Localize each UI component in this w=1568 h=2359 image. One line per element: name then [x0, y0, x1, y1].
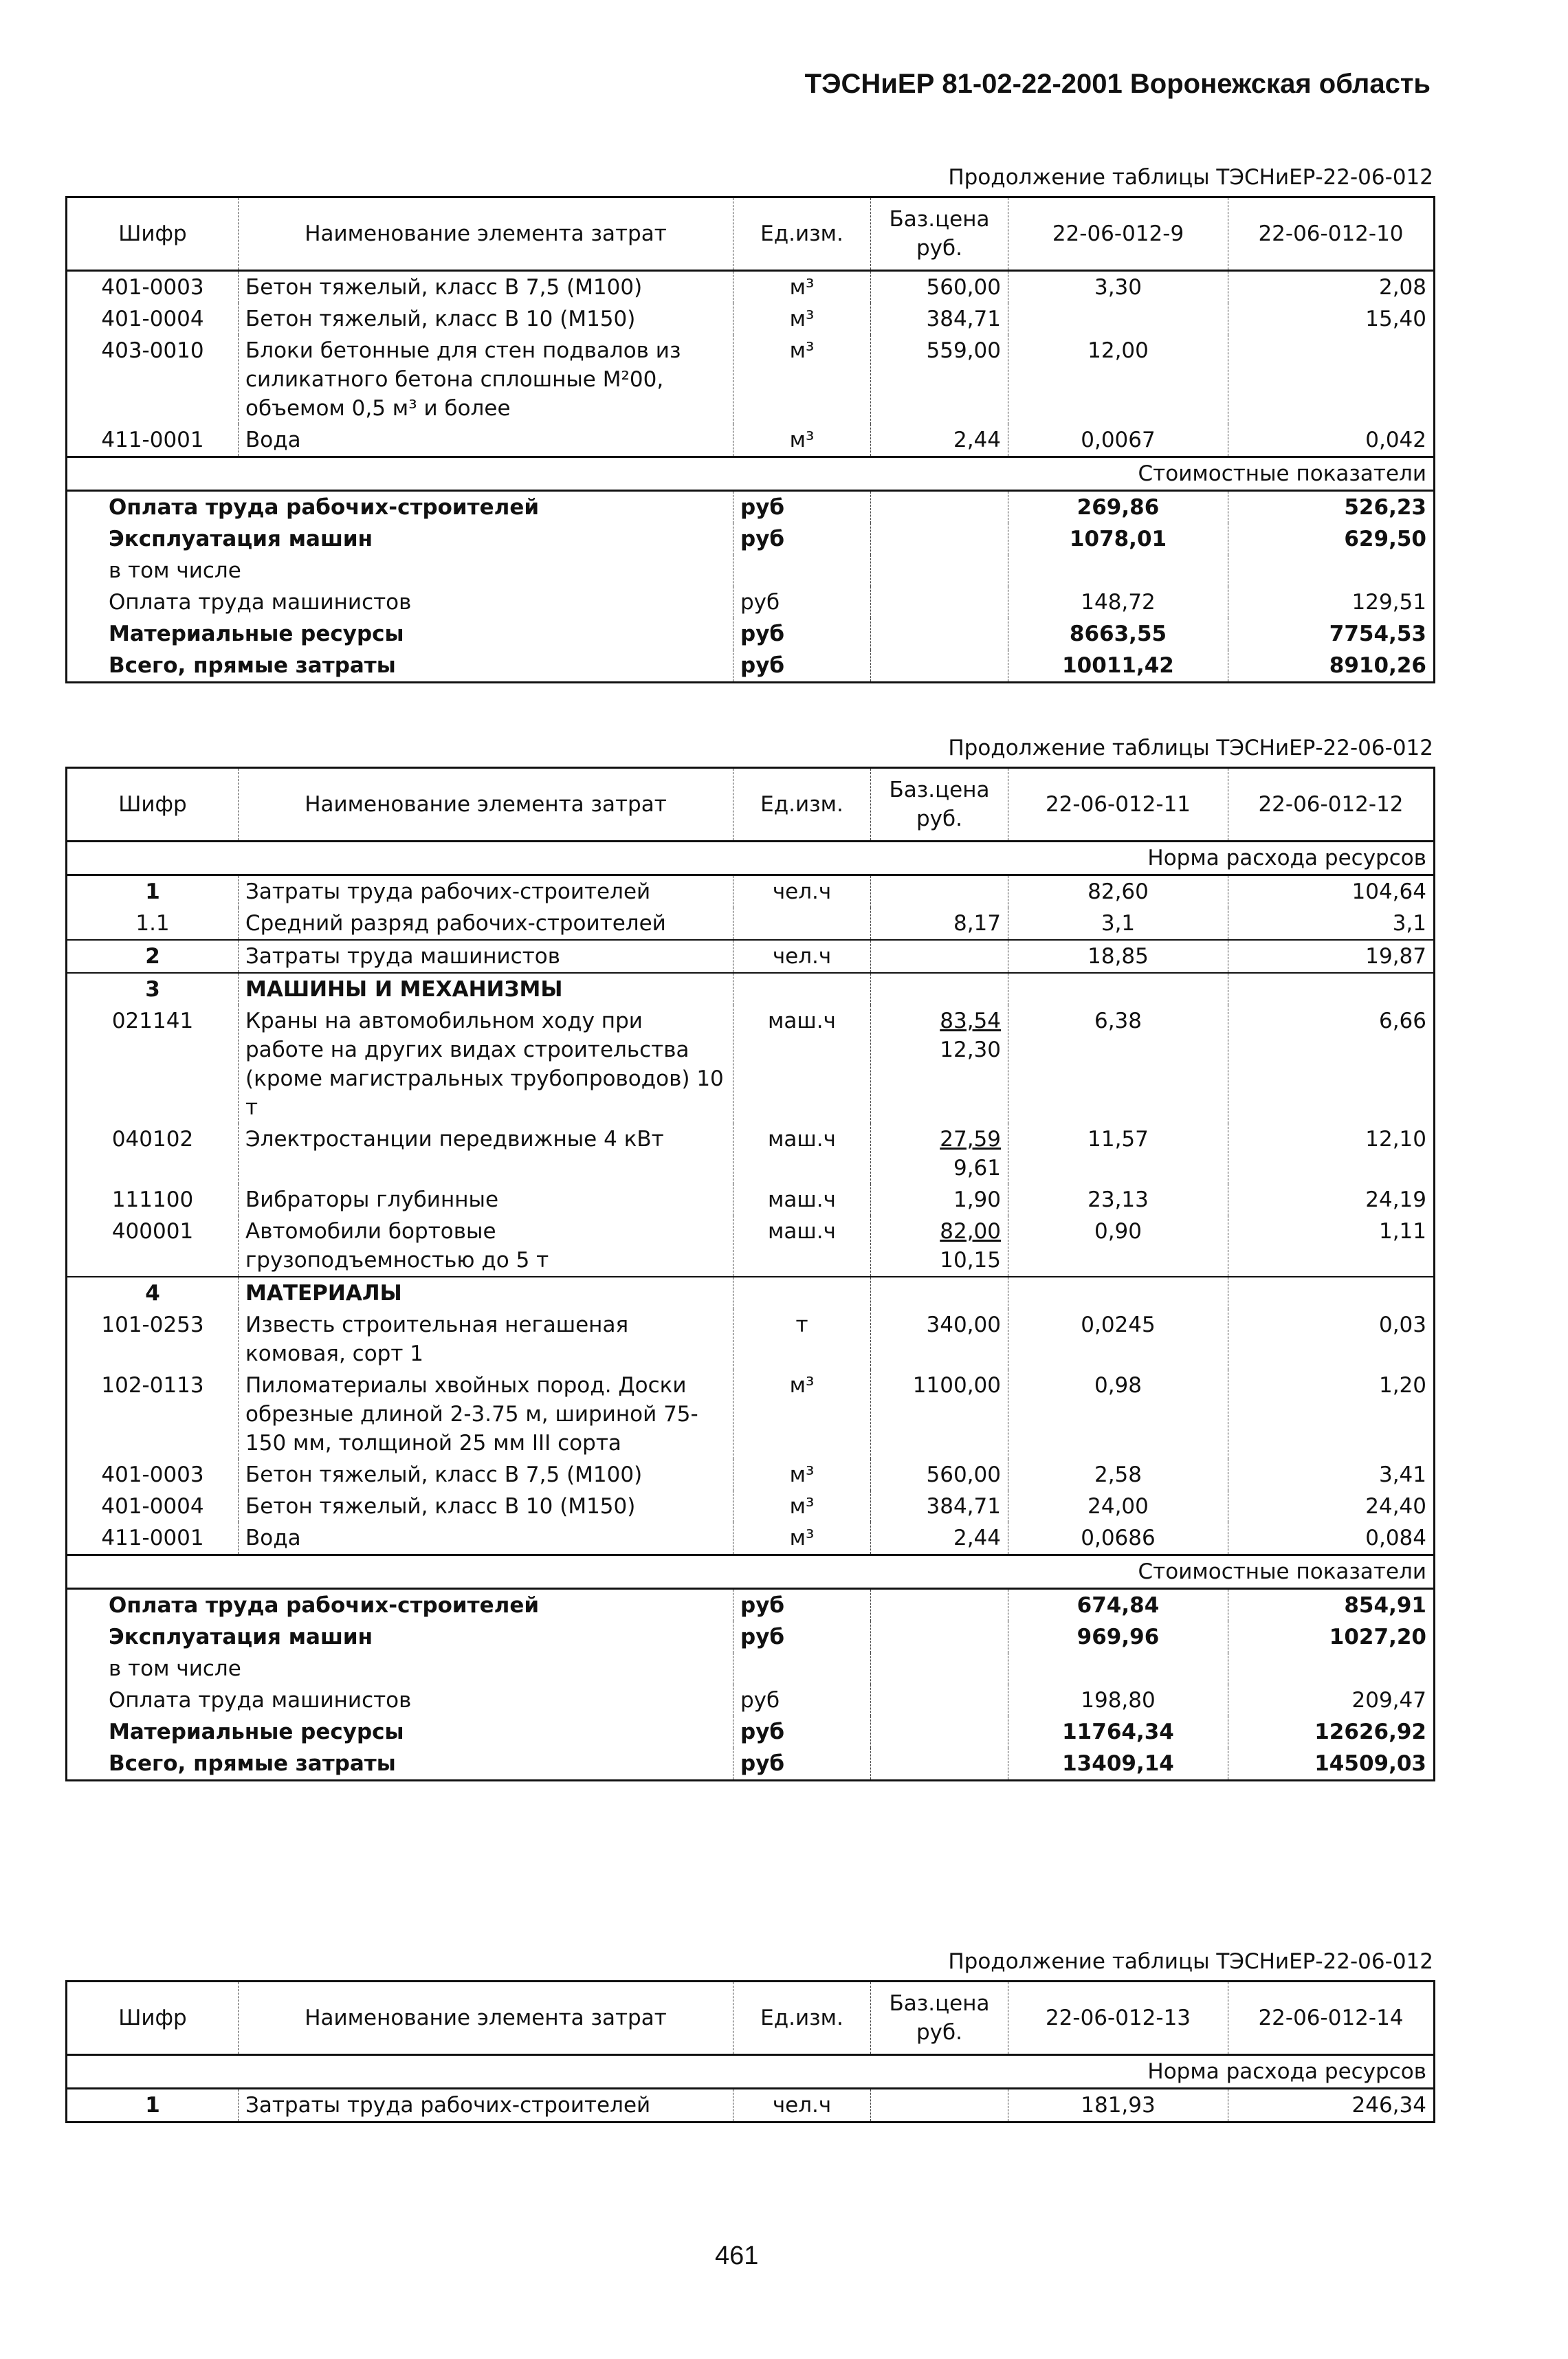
norm-a-cell: 23,13 — [1008, 1184, 1228, 1216]
norm-b-cell — [1228, 335, 1435, 424]
summary-row — [67, 1748, 1435, 1781]
summary-b: 526,23 — [1228, 491, 1435, 524]
price-cell — [871, 1123, 1008, 1184]
summary-a: 10011,42 — [1008, 650, 1228, 683]
norm-a-cell — [1008, 1277, 1228, 1309]
name-header: Наименование элемента затрат — [239, 1982, 733, 2055]
price-cell: 2,44 — [871, 1522, 1008, 1555]
resource-code: 4 — [67, 1277, 239, 1309]
norm-b-cell — [1228, 973, 1435, 1005]
norm-b-cell: 3,1 — [1228, 908, 1435, 940]
resource-code: 403-0010 — [67, 335, 239, 424]
summary-unit: руб — [733, 491, 871, 524]
unit-cell: чел.ч — [733, 2089, 871, 2122]
table-row — [67, 1370, 1435, 1459]
code-header: Шифр — [67, 197, 239, 271]
price-cell — [871, 1277, 1008, 1309]
unit-cell: маш.ч — [733, 1123, 871, 1184]
summary-label: Всего, прямые затраты — [67, 650, 733, 683]
col-a-header: 22-06-012-9 — [1008, 197, 1228, 271]
col-a-header: 22-06-012-11 — [1008, 768, 1228, 842]
col-b-header: 22-06-012-14 — [1228, 1982, 1435, 2055]
summary-unit: руб — [733, 523, 871, 555]
summary-unit: руб — [733, 1621, 871, 1653]
summary-row — [67, 491, 1435, 524]
section-label: Стоимостные показатели — [67, 457, 1435, 491]
price-cell: 384,71 — [871, 1491, 1008, 1522]
unit-header: Ед.изм. — [733, 768, 871, 842]
summary-b: 1027,20 — [1228, 1621, 1435, 1653]
norm-a-cell — [1008, 303, 1228, 335]
unit-cell — [733, 1277, 871, 1309]
unit-cell: м³ — [733, 271, 871, 304]
summary-price-blank — [871, 1716, 1008, 1748]
summary-unit: руб — [733, 1716, 871, 1748]
summary-row — [67, 1589, 1435, 1622]
resource-code: 040102 — [67, 1123, 239, 1184]
table-row — [67, 1005, 1435, 1123]
norm-b-cell: 0,042 — [1228, 424, 1435, 457]
table-row — [67, 908, 1435, 940]
unit-cell: маш.ч — [733, 1184, 871, 1216]
resource-code: 1 — [67, 2089, 239, 2122]
price-cell — [871, 940, 1008, 973]
col-a-header: 22-06-012-13 — [1008, 1982, 1228, 2055]
table-row — [67, 1459, 1435, 1491]
summary-unit — [733, 555, 871, 586]
resource-code: 1 — [67, 875, 239, 908]
price-value: 83,54 — [940, 1009, 1001, 1033]
summary-unit: руб — [733, 1685, 871, 1716]
summary-b: 209,47 — [1228, 1685, 1435, 1716]
unit-cell: маш.ч — [733, 1216, 871, 1277]
summary-unit: руб — [733, 1748, 871, 1781]
table-header-row — [67, 768, 1435, 842]
resource-code: 401-0004 — [67, 303, 239, 335]
summary-price-blank — [871, 1653, 1008, 1685]
col-b-header: 22-06-012-12 — [1228, 768, 1435, 842]
summary-label: Оплата труда рабочих-строителей — [67, 491, 733, 524]
resource-name: Бетон тяжелый, класс В 10 (М150) — [239, 303, 733, 335]
price-cell: 8,17 — [871, 908, 1008, 940]
summary-row — [67, 1621, 1435, 1653]
table-row — [67, 973, 1435, 1005]
summary-unit: руб — [733, 586, 871, 618]
price-fraction — [940, 1125, 1001, 1183]
summary-price-blank — [871, 650, 1008, 683]
summary-b: 629,50 — [1228, 523, 1435, 555]
norm-b-cell: 24,40 — [1228, 1491, 1435, 1522]
resource-code: 3 — [67, 973, 239, 1005]
unit-header: Ед.изм. — [733, 1982, 871, 2055]
resource-name: МАШИНЫ И МЕХАНИЗМЫ — [239, 973, 733, 1005]
unit-cell: м³ — [733, 335, 871, 424]
resource-code: 102-0113 — [67, 1370, 239, 1459]
resource-code: 411-0001 — [67, 1522, 239, 1555]
section-label: Норма расхода ресурсов — [67, 842, 1435, 875]
norm-a-cell: 181,93 — [1008, 2089, 1228, 2122]
summary-b: 14509,03 — [1228, 1748, 1435, 1781]
table-header-row — [67, 1982, 1435, 2055]
norm-section-row — [67, 2055, 1435, 2089]
price-cell: 559,00 — [871, 335, 1008, 424]
norm-a-cell: 0,0686 — [1008, 1522, 1228, 1555]
section-label: Стоимостные показатели — [67, 1555, 1435, 1589]
resource-code: 1.1 — [67, 908, 239, 940]
norm-b-cell: 1,20 — [1228, 1370, 1435, 1459]
unit-cell — [733, 973, 871, 1005]
cost-section-row — [67, 457, 1435, 491]
resource-name: Вибраторы глубинные — [239, 1184, 733, 1216]
summary-a — [1008, 1653, 1228, 1685]
summary-unit: руб — [733, 1589, 871, 1622]
table-row — [67, 1277, 1435, 1309]
col-b-header: 22-06-012-10 — [1228, 197, 1435, 271]
norm-a-cell: 2,58 — [1008, 1459, 1228, 1491]
norm-a-cell: 0,90 — [1008, 1216, 1228, 1277]
norm-b-cell: 6,66 — [1228, 1005, 1435, 1123]
resource-code: 401-0003 — [67, 1459, 239, 1491]
summary-label: в том числе — [67, 555, 733, 586]
norm-b-cell: 2,08 — [1228, 271, 1435, 304]
summary-unit — [733, 1653, 871, 1685]
norm-b-cell: 19,87 — [1228, 940, 1435, 973]
price-header: Баз.цена руб. — [871, 197, 1008, 271]
price-cell: 384,71 — [871, 303, 1008, 335]
price-header: Баз.цена руб. — [871, 768, 1008, 842]
norm-b-cell: 12,10 — [1228, 1123, 1435, 1184]
unit-cell — [733, 908, 871, 940]
norm-b-cell: 15,40 — [1228, 303, 1435, 335]
price-fraction — [940, 1007, 1001, 1064]
table-header-row — [67, 197, 1435, 271]
norm-b-cell: 0,03 — [1228, 1309, 1435, 1370]
table-caption: Продолжение таблицы ТЭСНиЕР-22-06-012 — [948, 1949, 1433, 1974]
machinist-price-value: 10,15 — [940, 1248, 1001, 1273]
summary-label: Всего, прямые затраты — [67, 1748, 733, 1781]
norm-a-cell: 0,0245 — [1008, 1309, 1228, 1370]
price-cell — [871, 973, 1008, 1005]
resource-code: 401-0003 — [67, 271, 239, 304]
resource-code: 2 — [67, 940, 239, 973]
resource-name: Средний разряд рабочих-строителей — [239, 908, 733, 940]
code-header: Шифр — [67, 1982, 239, 2055]
resource-name: Вода — [239, 424, 733, 457]
summary-a: 969,96 — [1008, 1621, 1228, 1653]
summary-b: 129,51 — [1228, 586, 1435, 618]
price-header: Баз.цена руб. — [871, 1982, 1008, 2055]
price-cell: 340,00 — [871, 1309, 1008, 1370]
name-header: Наименование элемента затрат — [239, 197, 733, 271]
price-cell — [871, 2089, 1008, 2122]
price-fraction — [940, 1217, 1001, 1275]
summary-b: 12626,92 — [1228, 1716, 1435, 1748]
resource-name: Автомобили бортовые грузоподъемностью до 5 т — [239, 1216, 733, 1277]
summary-price-blank — [871, 523, 1008, 555]
resource-name: МАТЕРИАЛЫ — [239, 1277, 733, 1309]
summary-price-blank — [871, 1748, 1008, 1781]
table-row — [67, 1309, 1435, 1370]
cost-table — [65, 1980, 1435, 2123]
price-value: 82,00 — [940, 1219, 1001, 1244]
summary-label: Оплата труда машинистов — [67, 586, 733, 618]
norm-b-cell — [1228, 1277, 1435, 1309]
summary-price-blank — [871, 1685, 1008, 1716]
summary-label: Материальные ресурсы — [67, 618, 733, 650]
norm-a-cell: 3,30 — [1008, 271, 1228, 304]
resource-code: 411-0001 — [67, 424, 239, 457]
code-header: Шифр — [67, 768, 239, 842]
norm-a-cell: 6,38 — [1008, 1005, 1228, 1123]
norm-b-cell: 24,19 — [1228, 1184, 1435, 1216]
norm-a-cell: 0,98 — [1008, 1370, 1228, 1459]
machinist-price-value: 12,30 — [940, 1038, 1001, 1062]
norm-a-cell: 82,60 — [1008, 875, 1228, 908]
resource-name: Краны на автомобильном ходу при работе на других видах строительства (кроме магистральных трубопроводов) 10 т — [239, 1005, 733, 1123]
table-caption: Продолжение таблицы ТЭСНиЕР-22-06-012 — [948, 736, 1433, 760]
summary-label: Оплата труда машинистов — [67, 1685, 733, 1716]
norm-a-cell: 12,00 — [1008, 335, 1228, 424]
price-cell — [871, 1216, 1008, 1277]
resource-code: 400001 — [67, 1216, 239, 1277]
summary-label: Материальные ресурсы — [67, 1716, 733, 1748]
machinist-price-value: 9,61 — [953, 1156, 1001, 1181]
unit-cell: чел.ч — [733, 940, 871, 973]
norm-b-cell: 1,11 — [1228, 1216, 1435, 1277]
table-row — [67, 2089, 1435, 2122]
summary-price-blank — [871, 618, 1008, 650]
section-label: Норма расхода ресурсов — [67, 2055, 1435, 2089]
summary-row — [67, 1653, 1435, 1685]
summary-label: в том числе — [67, 1653, 733, 1685]
summary-row — [67, 1716, 1435, 1748]
resource-name: Пиломатериалы хвойных пород. Доски обрезные длиной 2-3.75 м, шириной 75-150 мм, толщиной 25 мм III сорта — [239, 1370, 733, 1459]
unit-cell: м³ — [733, 1459, 871, 1491]
summary-row — [67, 650, 1435, 683]
unit-cell: т — [733, 1309, 871, 1370]
resource-name: Затраты труда рабочих-строителей — [239, 2089, 733, 2122]
unit-cell: маш.ч — [733, 1005, 871, 1123]
unit-cell: чел.ч — [733, 875, 871, 908]
price-cell: 1100,00 — [871, 1370, 1008, 1459]
unit-cell: м³ — [733, 1370, 871, 1459]
table-row — [67, 1491, 1435, 1522]
table-row — [67, 303, 1435, 335]
norm-b-cell: 3,41 — [1228, 1459, 1435, 1491]
summary-row — [67, 1685, 1435, 1716]
cost-table — [65, 196, 1435, 683]
table-row — [67, 940, 1435, 973]
price-value: 27,59 — [940, 1127, 1001, 1152]
price-cell: 560,00 — [871, 1459, 1008, 1491]
resource-name: Электростанции передвижные 4 кВт — [239, 1123, 733, 1184]
summary-a: 8663,55 — [1008, 618, 1228, 650]
summary-row — [67, 555, 1435, 586]
norm-section-row — [67, 842, 1435, 875]
unit-cell: м³ — [733, 1491, 871, 1522]
price-cell: 2,44 — [871, 424, 1008, 457]
cost-table — [65, 767, 1435, 1781]
resource-code: 101-0253 — [67, 1309, 239, 1370]
norm-b-cell: 246,34 — [1228, 2089, 1435, 2122]
unit-cell: м³ — [733, 1522, 871, 1555]
summary-price-blank — [871, 555, 1008, 586]
norm-b-cell: 104,64 — [1228, 875, 1435, 908]
summary-a: 198,80 — [1008, 1685, 1228, 1716]
price-cell: 560,00 — [871, 271, 1008, 304]
resource-name: Известь строительная негашеная комовая, сорт 1 — [239, 1309, 733, 1370]
price-cell — [871, 875, 1008, 908]
table-row — [67, 1123, 1435, 1184]
summary-b: 854,91 — [1228, 1589, 1435, 1622]
norm-a-cell — [1008, 973, 1228, 1005]
table-row — [67, 271, 1435, 304]
norm-a-cell: 18,85 — [1008, 940, 1228, 973]
resource-name: Вода — [239, 1522, 733, 1555]
summary-price-blank — [871, 1589, 1008, 1622]
table-row — [67, 875, 1435, 908]
summary-a: 148,72 — [1008, 586, 1228, 618]
summary-label: Эксплуатация машин — [67, 523, 733, 555]
summary-label: Эксплуатация машин — [67, 1621, 733, 1653]
unit-cell: м³ — [733, 303, 871, 335]
unit-cell: м³ — [733, 424, 871, 457]
summary-b: 8910,26 — [1228, 650, 1435, 683]
table-caption: Продолжение таблицы ТЭСНиЕР-22-06-012 — [948, 165, 1433, 190]
resource-code: 401-0004 — [67, 1491, 239, 1522]
table-row — [67, 1216, 1435, 1277]
table-row — [67, 335, 1435, 424]
norm-a-cell: 3,1 — [1008, 908, 1228, 940]
summary-unit: руб — [733, 650, 871, 683]
summary-row — [67, 618, 1435, 650]
summary-b — [1228, 1653, 1435, 1685]
resource-name: Бетон тяжелый, класс В 7,5 (М100) — [239, 271, 733, 304]
page-number: 461 — [715, 2241, 759, 2270]
summary-a: 1078,01 — [1008, 523, 1228, 555]
resource-name: Бетон тяжелый, класс В 7,5 (М100) — [239, 1459, 733, 1491]
summary-b — [1228, 555, 1435, 586]
resource-name: Затраты труда рабочих-строителей — [239, 875, 733, 908]
resource-name: Блоки бетонные для стен подвалов из силикатного бетона сплошные М²00, объемом 0,5 м³ и более — [239, 335, 733, 424]
summary-a — [1008, 555, 1228, 586]
summary-price-blank — [871, 491, 1008, 524]
summary-a: 674,84 — [1008, 1589, 1228, 1622]
norm-a-cell: 24,00 — [1008, 1491, 1228, 1522]
table-row — [67, 424, 1435, 457]
norm-b-cell: 0,084 — [1228, 1522, 1435, 1555]
summary-row — [67, 586, 1435, 618]
summary-row — [67, 523, 1435, 555]
resource-code: 111100 — [67, 1184, 239, 1216]
summary-price-blank — [871, 586, 1008, 618]
unit-header: Ед.изм. — [733, 197, 871, 271]
cost-section-row — [67, 1555, 1435, 1589]
norm-a-cell: 0,0067 — [1008, 424, 1228, 457]
summary-price-blank — [871, 1621, 1008, 1653]
summary-b: 7754,53 — [1228, 618, 1435, 650]
resource-name: Затраты труда машинистов — [239, 940, 733, 973]
name-header: Наименование элемента затрат — [239, 768, 733, 842]
summary-label: Оплата труда рабочих-строителей — [67, 1589, 733, 1622]
price-cell: 1,90 — [871, 1184, 1008, 1216]
table-row — [67, 1184, 1435, 1216]
table-row — [67, 1522, 1435, 1555]
document-title: ТЭСНиЕР 81-02-22-2001 Воронежская область — [804, 69, 1431, 99]
summary-a: 269,86 — [1008, 491, 1228, 524]
price-cell — [871, 1005, 1008, 1123]
summary-unit: руб — [733, 618, 871, 650]
summary-a: 11764,34 — [1008, 1716, 1228, 1748]
resource-name: Бетон тяжелый, класс В 10 (М150) — [239, 1491, 733, 1522]
resource-code: 021141 — [67, 1005, 239, 1123]
norm-a-cell: 11,57 — [1008, 1123, 1228, 1184]
summary-a: 13409,14 — [1008, 1748, 1228, 1781]
